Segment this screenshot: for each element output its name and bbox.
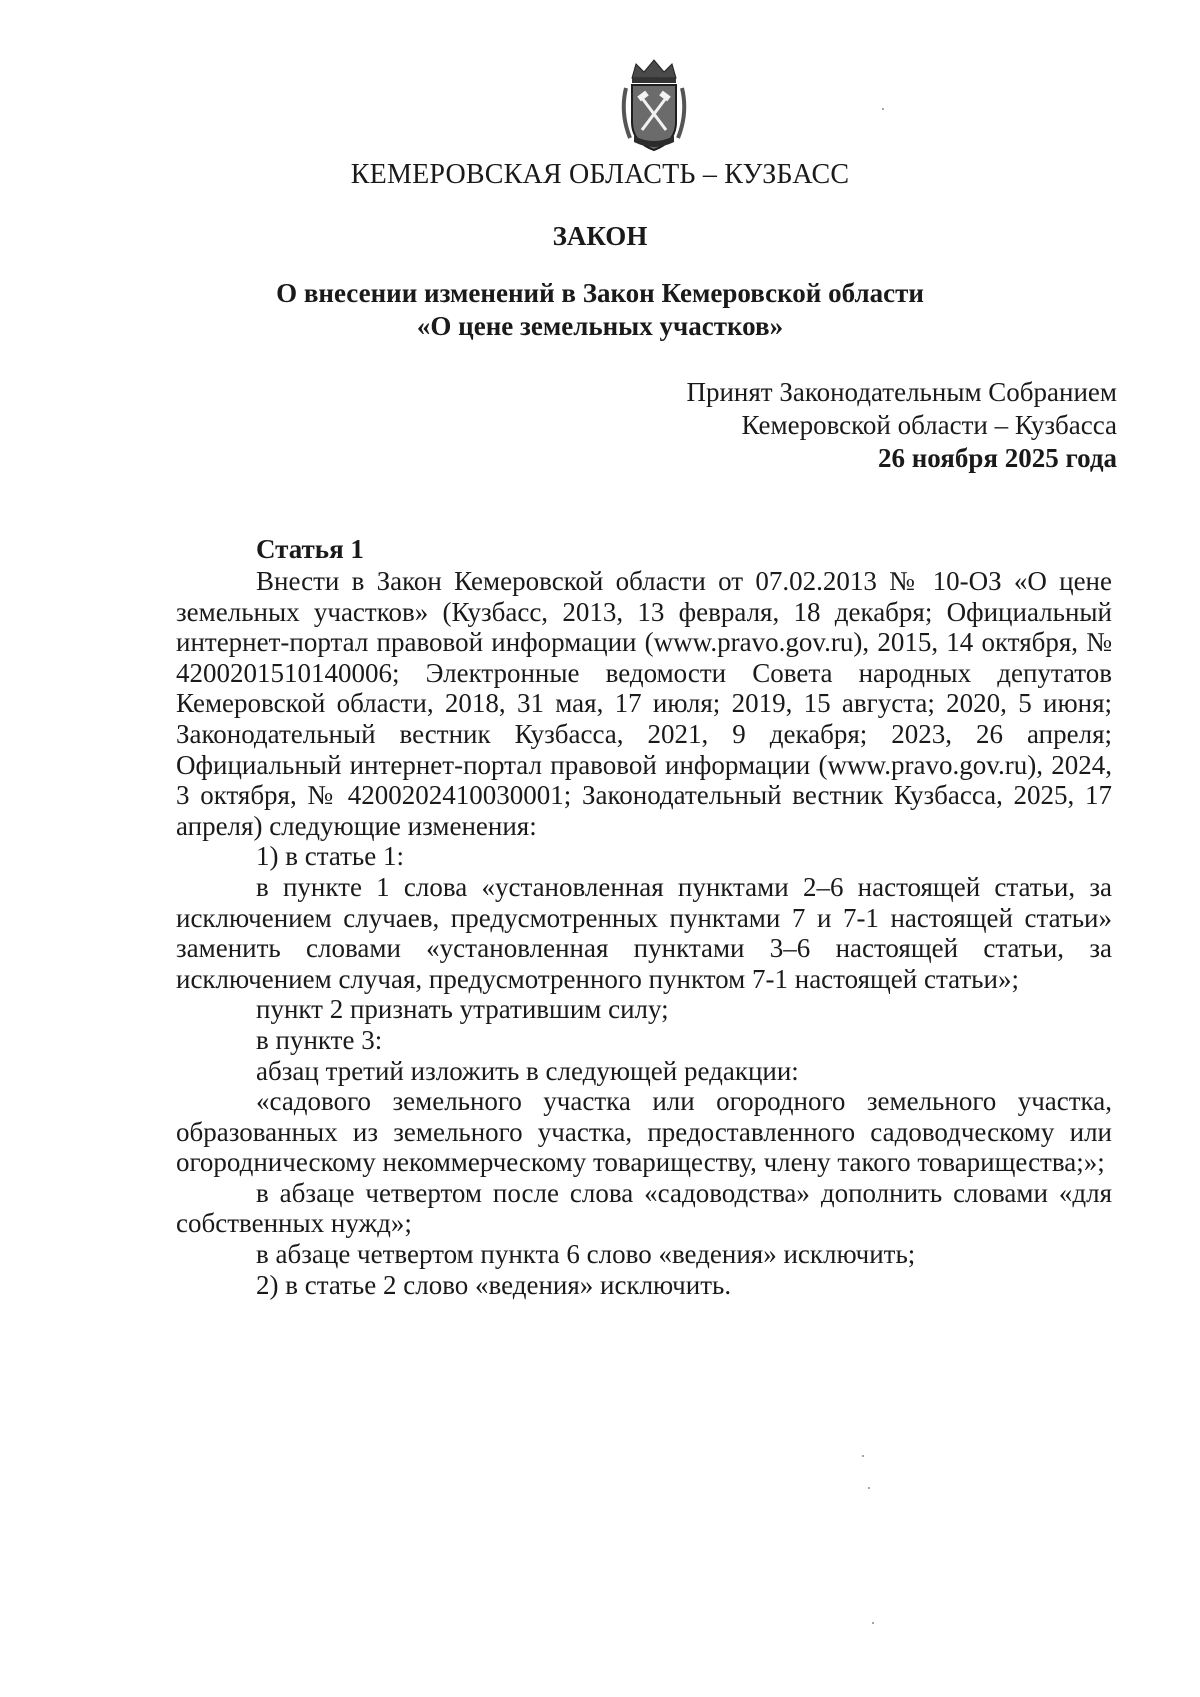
scan-speck xyxy=(862,1455,864,1457)
article-paragraph: в пункте 3: xyxy=(256,1024,383,1055)
article-heading: Статья 1 xyxy=(256,534,364,564)
article-paragraph: 2) в статье 2 слово «ведения» исключить. xyxy=(256,1269,732,1300)
adoption-block xyxy=(686,376,1117,475)
law-title-line-1: О внесении изменений в Закон Кемеровской области xyxy=(276,278,924,308)
article-paragraph: абзац третий изложить в следующей редакции: xyxy=(256,1055,799,1086)
document-type: ЗАКОН xyxy=(552,221,648,251)
article-paragraph: в абзаце четвертом пункта 6 слово «ведения» исключить; xyxy=(256,1239,916,1270)
article-paragraph: в пункте 1 слова «установленная пунктами 2–6 настоящей статьи, за исключением случаев, предусмотренных пунктами 7 и 7-1 настоящей статьи» заменить словами «установленная пунктами 3–6 настоящей статьи, за исключением случая, предусмотренного пунктом 7-1 настоящей статьи»; xyxy=(176,871,1112,994)
scan-speck xyxy=(882,108,884,110)
article-body xyxy=(176,566,1112,1300)
article-paragraph: в абзаце четвертом после слова «садоводства» дополнить словами «для собственных нужд»; xyxy=(176,1177,1112,1239)
coat-of-arms-icon xyxy=(618,58,690,154)
adopted-by-line-1: Принят Законодательным Собранием xyxy=(686,377,1117,407)
article-paragraph: 1) в статье 1: xyxy=(256,841,404,872)
adopted-by-line-2: Кемеровской области – Кузбасса xyxy=(741,410,1117,440)
adoption-date: 26 ноября 2025 года xyxy=(878,443,1117,473)
article-paragraph: Внести в Закон Кемеровской области от 07.02.2013 № 10-ОЗ «О цене земельных участков» (Кузбасс, 2013, 13 февраля, 18 декабря; Официальный интернет-портал правовой информации (www.pravo.gov.ru), 2015, 14 октября, № 4200201510140006; Электронные ведомости Совета народных депутатов Кемеровской области, 2018, 31 мая, 17 июля; 2019, 15 августа; 2020, 5 июня; Законодательный вестник Кузбасса, 2021, 9 декабря; 2023, 26 апреля; Официальный интернет-портал правовой информации (www.pravo.gov.ru), 2024, 3 октября, № 4200202410030001; Законодательный вестник Кузбасса, 2025, 17 апреля) следующие изменения: xyxy=(176,566,1112,841)
region-name: КЕМЕРОВСКАЯ ОБЛАСТЬ – КУЗБАСС xyxy=(350,159,850,190)
scan-speck xyxy=(872,1622,874,1624)
article-paragraph: «садового земельного участка или огородного земельного участка, образованных из земельного участка, предоставленного садоводческому или огородническому некоммерческому товариществу, члену такого товарищества;»; xyxy=(176,1086,1112,1178)
article-paragraph: пункт 2 признать утратившим силу; xyxy=(256,994,669,1025)
law-title-line-2: «О цене земельных участков» xyxy=(416,311,784,341)
scan-speck xyxy=(868,1487,870,1489)
